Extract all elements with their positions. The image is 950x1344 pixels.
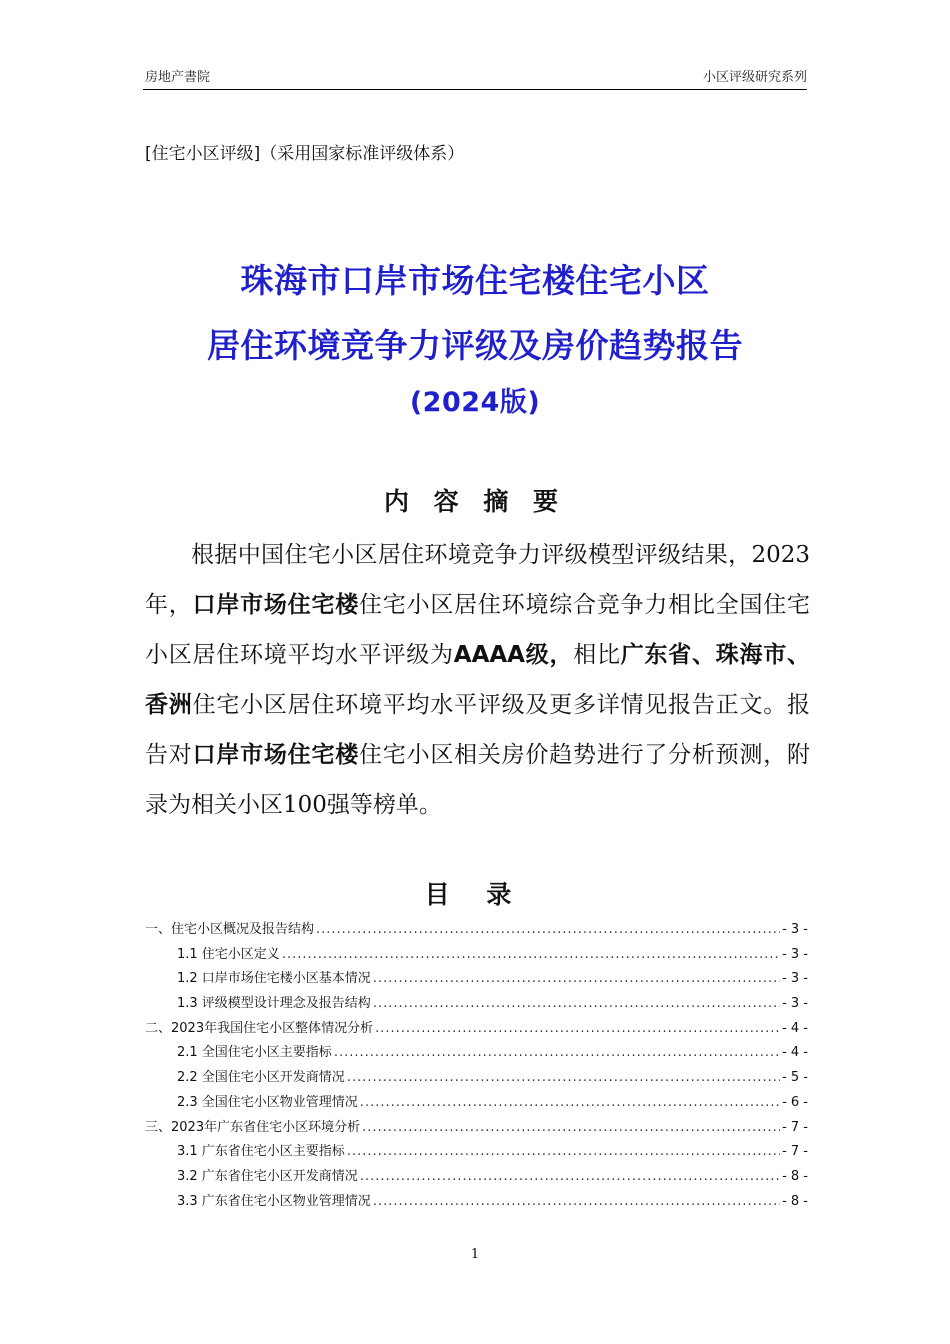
- toc-entry-page[interactable]: - 4 -: [782, 1045, 808, 1061]
- toc-entry[interactable]: [145, 1140, 808, 1165]
- abstract-bold-1: 口岸市场住宅楼: [192, 592, 360, 618]
- abstract-bold-4: 口岸市场住宅楼: [192, 742, 360, 768]
- toc-leader-dots: [360, 1169, 780, 1184]
- toc-entry-label[interactable]: 3.1 广东省住宅小区主要指标: [177, 1144, 345, 1160]
- toc-leader-dots: [282, 947, 780, 962]
- toc-entry-label[interactable]: 一、住宅小区概况及报告结构: [145, 922, 315, 937]
- toc-entry-label[interactable]: 三、2023年广东省住宅小区环境分析: [145, 1119, 361, 1135]
- toc-leader-dots: [316, 922, 780, 937]
- abstract-heading: 内 容 摘 要: [383, 487, 567, 516]
- toc-entry-page[interactable]: - 7 -: [782, 1144, 808, 1160]
- toc-entry-page[interactable]: - 3 -: [782, 922, 808, 937]
- toc-entry[interactable]: [145, 1116, 808, 1141]
- toc-leader-dots: [334, 1045, 780, 1060]
- title-edition: (2024版): [409, 387, 541, 418]
- toc-entry[interactable]: [145, 918, 808, 943]
- toc-entry-page[interactable]: - 3 -: [782, 996, 808, 1012]
- toc-entry-page[interactable]: - 3 -: [782, 971, 808, 987]
- toc-entry[interactable]: [145, 1066, 808, 1091]
- toc-entry-label[interactable]: 2.3 全国住宅小区物业管理情况: [177, 1094, 358, 1110]
- toc-entry-label[interactable]: 2.2 全国住宅小区开发商情况: [177, 1070, 345, 1086]
- toc-entry-label[interactable]: 1.1 住宅小区定义: [177, 946, 280, 962]
- abstract-text-4: 住宅小区居住环境平均水平评级及更多详情见报告正文。报告对: [145, 692, 811, 768]
- toc-entry-page[interactable]: - 8 -: [782, 1168, 808, 1184]
- header-left: 房地产書院: [145, 70, 211, 85]
- header-divider: [143, 89, 807, 90]
- toc-leader-dots: [347, 1070, 780, 1085]
- toc-leader-dots: [373, 996, 780, 1011]
- abstract-text-2: 住宅小区居住环境综合竞争力相比全国住宅小区居住环境平均水平评级为: [145, 592, 811, 668]
- toc-entry-label[interactable]: 1.2 口岸市场住宅楼小区基本情况: [177, 971, 371, 987]
- toc-leader-dots: [347, 1144, 780, 1159]
- toc-heading: 目 录: [424, 880, 526, 909]
- toc-entry-page[interactable]: - 7 -: [782, 1119, 808, 1135]
- category-tag: [住宅小区评级]（采用国家标准评级体系）: [145, 144, 465, 164]
- abstract-paragraph: [145, 530, 810, 830]
- abstract-text-5: 住宅小区相关房价趋势进行了分析预测，附录为相关小区100强等榜单。: [145, 742, 811, 818]
- toc-entry-page[interactable]: - 4 -: [782, 1020, 808, 1036]
- toc-entry-page[interactable]: - 5 -: [782, 1070, 808, 1086]
- abstract-text-3: 相比: [573, 642, 621, 668]
- toc-entry-page[interactable]: - 6 -: [782, 1094, 808, 1110]
- toc-entry-page[interactable]: - 3 -: [782, 946, 808, 962]
- toc-entry[interactable]: [145, 967, 808, 992]
- toc-entry[interactable]: [145, 1017, 808, 1042]
- toc-entry[interactable]: [145, 1091, 808, 1116]
- table-of-contents: [145, 918, 808, 1214]
- title-line-2: 居住环境竞争力评级及房价趋势报告: [207, 326, 743, 365]
- toc-leader-dots: [362, 1120, 780, 1135]
- toc-entry[interactable]: [145, 1190, 808, 1215]
- toc-leader-dots: [360, 1095, 780, 1110]
- toc-entry-label[interactable]: 二、2023年我国住宅小区整体情况分析: [145, 1020, 374, 1036]
- toc-entry-label[interactable]: 3.2 广东省住宅小区开发商情况: [177, 1168, 358, 1184]
- toc-entry[interactable]: [145, 992, 808, 1017]
- abstract-bold-3: 广东省、珠海市、香洲: [145, 642, 811, 718]
- header-right: 小区评级研究系列: [702, 70, 807, 85]
- toc-entry-label[interactable]: 2.1 全国住宅小区主要指标: [177, 1045, 332, 1061]
- toc-entry-label[interactable]: 1.3 评级模型设计理念及报告结构: [177, 996, 371, 1012]
- title-line-1: 珠海市口岸市场住宅楼住宅小区: [240, 261, 710, 300]
- toc-entry-label[interactable]: 3.3 广东省住宅小区物业管理情况: [177, 1193, 371, 1209]
- toc-leader-dots: [375, 1021, 780, 1036]
- toc-leader-dots: [373, 971, 780, 986]
- toc-leader-dots: [373, 1194, 780, 1209]
- toc-entry[interactable]: [145, 1165, 808, 1190]
- toc-entry[interactable]: [145, 1041, 808, 1066]
- abstract-bold-2: AAAA级，: [453, 642, 574, 668]
- toc-entry[interactable]: [145, 943, 808, 968]
- page-number: 1: [470, 1247, 480, 1262]
- toc-entry-page[interactable]: - 8 -: [782, 1193, 808, 1209]
- abstract-text-1: 根据中国住宅小区居住环境竞争力评级模型评级结果，2023年，: [145, 542, 810, 618]
